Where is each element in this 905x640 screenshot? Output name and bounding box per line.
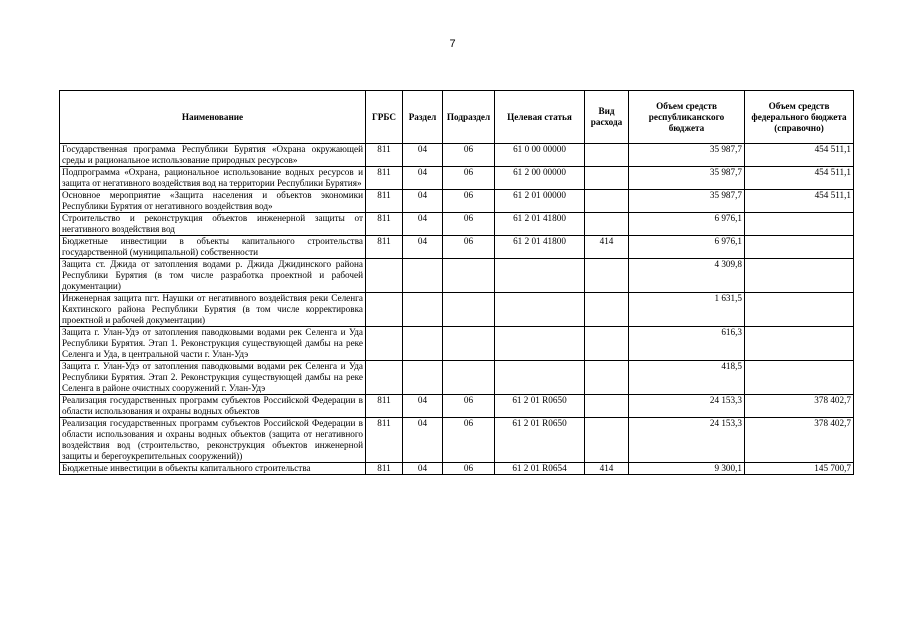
table-row [60, 463, 854, 475]
cell-republic-budget: 616,3 [629, 327, 745, 361]
cell-republic-budget: 418,5 [629, 361, 745, 395]
cell-expense-type [585, 213, 629, 236]
cell-name: Бюджетные инвестиции в объекты капитального строительства [60, 463, 366, 475]
cell-razdel [403, 327, 443, 361]
cell-target-article [495, 361, 585, 395]
table-row [60, 236, 854, 259]
cell-grbs: 811 [366, 418, 403, 463]
cell-republic-budget: 35 987,7 [629, 144, 745, 167]
cell-podrazdel: 06 [443, 395, 495, 418]
table-row [60, 418, 854, 463]
cell-target-article: 61 2 00 00000 [495, 167, 585, 190]
table-row [60, 395, 854, 418]
cell-expense-type [585, 293, 629, 327]
cell-federal-budget [745, 213, 854, 236]
cell-expense-type: 414 [585, 236, 629, 259]
cell-razdel [403, 361, 443, 395]
cell-razdel: 04 [403, 236, 443, 259]
budget-table [59, 90, 854, 475]
cell-federal-budget [745, 293, 854, 327]
cell-republic-budget: 35 987,7 [629, 167, 745, 190]
cell-razdel: 04 [403, 418, 443, 463]
cell-republic-budget: 9 300,1 [629, 463, 745, 475]
cell-podrazdel: 06 [443, 190, 495, 213]
cell-name: Основное мероприятие «Защита населения и объектов экономики Республики Бурятия от негативного воздействия вод» [60, 190, 366, 213]
cell-name: Бюджетные инвестиции в объекты капитального строительства государственной (муниципальной) собственности [60, 236, 366, 259]
table-body [60, 144, 854, 475]
cell-target-article: 61 2 01 41800 [495, 213, 585, 236]
cell-expense-type [585, 259, 629, 293]
cell-grbs: 811 [366, 463, 403, 475]
cell-target-article [495, 259, 585, 293]
cell-expense-type [585, 190, 629, 213]
cell-name: Реализация государственных программ субъектов Российской Федерации в области использования и охраны водных объектов (защита от негативного воздействия вод (строительство, реконструкция объектов инженерной защиты и берегоукрепительных сооружений)) [60, 418, 366, 463]
cell-federal-budget: 454 511,1 [745, 144, 854, 167]
cell-razdel [403, 259, 443, 293]
cell-name: Инженерная защита пгт. Наушки от негативного воздействия реки Селенга Кяхтинского района Республики Бурятия (в том числе корректировка проектной и рабочей документации) [60, 293, 366, 327]
cell-name: Реализация государственных программ субъектов Российской Федерации в области использования и охраны водных объектов [60, 395, 366, 418]
cell-podrazdel [443, 327, 495, 361]
cell-name: Подпрограмма «Охрана, рациональное использование водных ресурсов и защита от негативного воздействия вод на территории Республики Бурятия» [60, 167, 366, 190]
cell-razdel: 04 [403, 144, 443, 167]
cell-razdel: 04 [403, 395, 443, 418]
cell-federal-budget: 145 700,7 [745, 463, 854, 475]
cell-name: Строительство и реконструкция объектов инженерной защиты от негативного воздействия вод [60, 213, 366, 236]
cell-federal-budget: 378 402,7 [745, 418, 854, 463]
cell-podrazdel: 06 [443, 463, 495, 475]
table-row [60, 327, 854, 361]
cell-podrazdel: 06 [443, 418, 495, 463]
cell-grbs: 811 [366, 395, 403, 418]
cell-republic-budget: 6 976,1 [629, 213, 745, 236]
cell-target-article [495, 327, 585, 361]
cell-federal-budget [745, 361, 854, 395]
cell-expense-type: 414 [585, 463, 629, 475]
cell-name: Защита г. Улан-Удэ от затопления паводковыми водами рек Селенга и Уда Республики Бурятия. Этап 2. Реконструкция существующей дамбы на реке Селенга в районе очистных сооружений г. Улан-Удэ [60, 361, 366, 395]
cell-target-article: 61 2 01 R0650 [495, 395, 585, 418]
header-podrazdel: Подраздел [443, 91, 495, 144]
header-target-article: Целевая статья [495, 91, 585, 144]
cell-federal-budget [745, 327, 854, 361]
cell-republic-budget: 4 309,8 [629, 259, 745, 293]
header-grbs: ГРБС [366, 91, 403, 144]
cell-name: Защита г. Улан-Удэ от затопления паводковыми водами рек Селенга и Уда Республики Бурятия. Этап 1. Реконструкция существующей дамбы на реке Селенга и Уда, в центральной части г. Улан-Удэ [60, 327, 366, 361]
cell-grbs: 811 [366, 190, 403, 213]
cell-grbs: 811 [366, 213, 403, 236]
header-republic-budget: Объем средств республиканского бюджета [629, 91, 745, 144]
cell-republic-budget: 24 153,3 [629, 418, 745, 463]
cell-podrazdel: 06 [443, 167, 495, 190]
cell-razdel: 04 [403, 213, 443, 236]
cell-expense-type [585, 418, 629, 463]
header-name: Наименование [60, 91, 366, 144]
header-razdel: Раздел [403, 91, 443, 144]
cell-grbs [366, 327, 403, 361]
cell-republic-budget: 1 631,5 [629, 293, 745, 327]
cell-target-article: 61 2 01 R0650 [495, 418, 585, 463]
table-row [60, 361, 854, 395]
cell-grbs: 811 [366, 167, 403, 190]
header-expense-type: Вид расхода [585, 91, 629, 144]
cell-name: Защита ст. Джида от затопления водами р. Джида Джидинского района Республики Бурятия (в том числе разработка проектной и рабочей документации) [60, 259, 366, 293]
cell-republic-budget: 35 987,7 [629, 190, 745, 213]
cell-federal-budget [745, 236, 854, 259]
table-row [60, 190, 854, 213]
header-row [60, 91, 854, 144]
cell-expense-type [585, 144, 629, 167]
cell-target-article: 61 2 01 R0654 [495, 463, 585, 475]
cell-podrazdel: 06 [443, 144, 495, 167]
cell-target-article [495, 293, 585, 327]
page-number: 7 [449, 38, 456, 50]
table-row [60, 259, 854, 293]
table-row [60, 213, 854, 236]
cell-razdel: 04 [403, 167, 443, 190]
cell-republic-budget: 6 976,1 [629, 236, 745, 259]
cell-federal-budget: 454 511,1 [745, 167, 854, 190]
cell-podrazdel [443, 259, 495, 293]
cell-grbs [366, 259, 403, 293]
cell-razdel: 04 [403, 190, 443, 213]
cell-grbs [366, 293, 403, 327]
cell-grbs [366, 361, 403, 395]
cell-federal-budget [745, 259, 854, 293]
cell-expense-type [585, 327, 629, 361]
cell-republic-budget: 24 153,3 [629, 395, 745, 418]
cell-federal-budget: 454 511,1 [745, 190, 854, 213]
cell-podrazdel [443, 361, 495, 395]
cell-podrazdel: 06 [443, 236, 495, 259]
cell-razdel [403, 293, 443, 327]
cell-podrazdel: 06 [443, 213, 495, 236]
table-row [60, 167, 854, 190]
table-row [60, 293, 854, 327]
cell-expense-type [585, 167, 629, 190]
cell-federal-budget: 378 402,7 [745, 395, 854, 418]
cell-expense-type [585, 361, 629, 395]
header-federal-budget: Объем средств федерального бюджета (справочно) [745, 91, 854, 144]
cell-target-article: 61 2 01 00000 [495, 190, 585, 213]
cell-grbs: 811 [366, 144, 403, 167]
table-row [60, 144, 854, 167]
cell-target-article: 61 0 00 00000 [495, 144, 585, 167]
cell-razdel: 04 [403, 463, 443, 475]
cell-name: Государственная программа Республики Бурятия «Охрана окружающей среды и рациональное использование природных ресурсов» [60, 144, 366, 167]
cell-expense-type [585, 395, 629, 418]
cell-grbs: 811 [366, 236, 403, 259]
cell-target-article: 61 2 01 41800 [495, 236, 585, 259]
cell-podrazdel [443, 293, 495, 327]
